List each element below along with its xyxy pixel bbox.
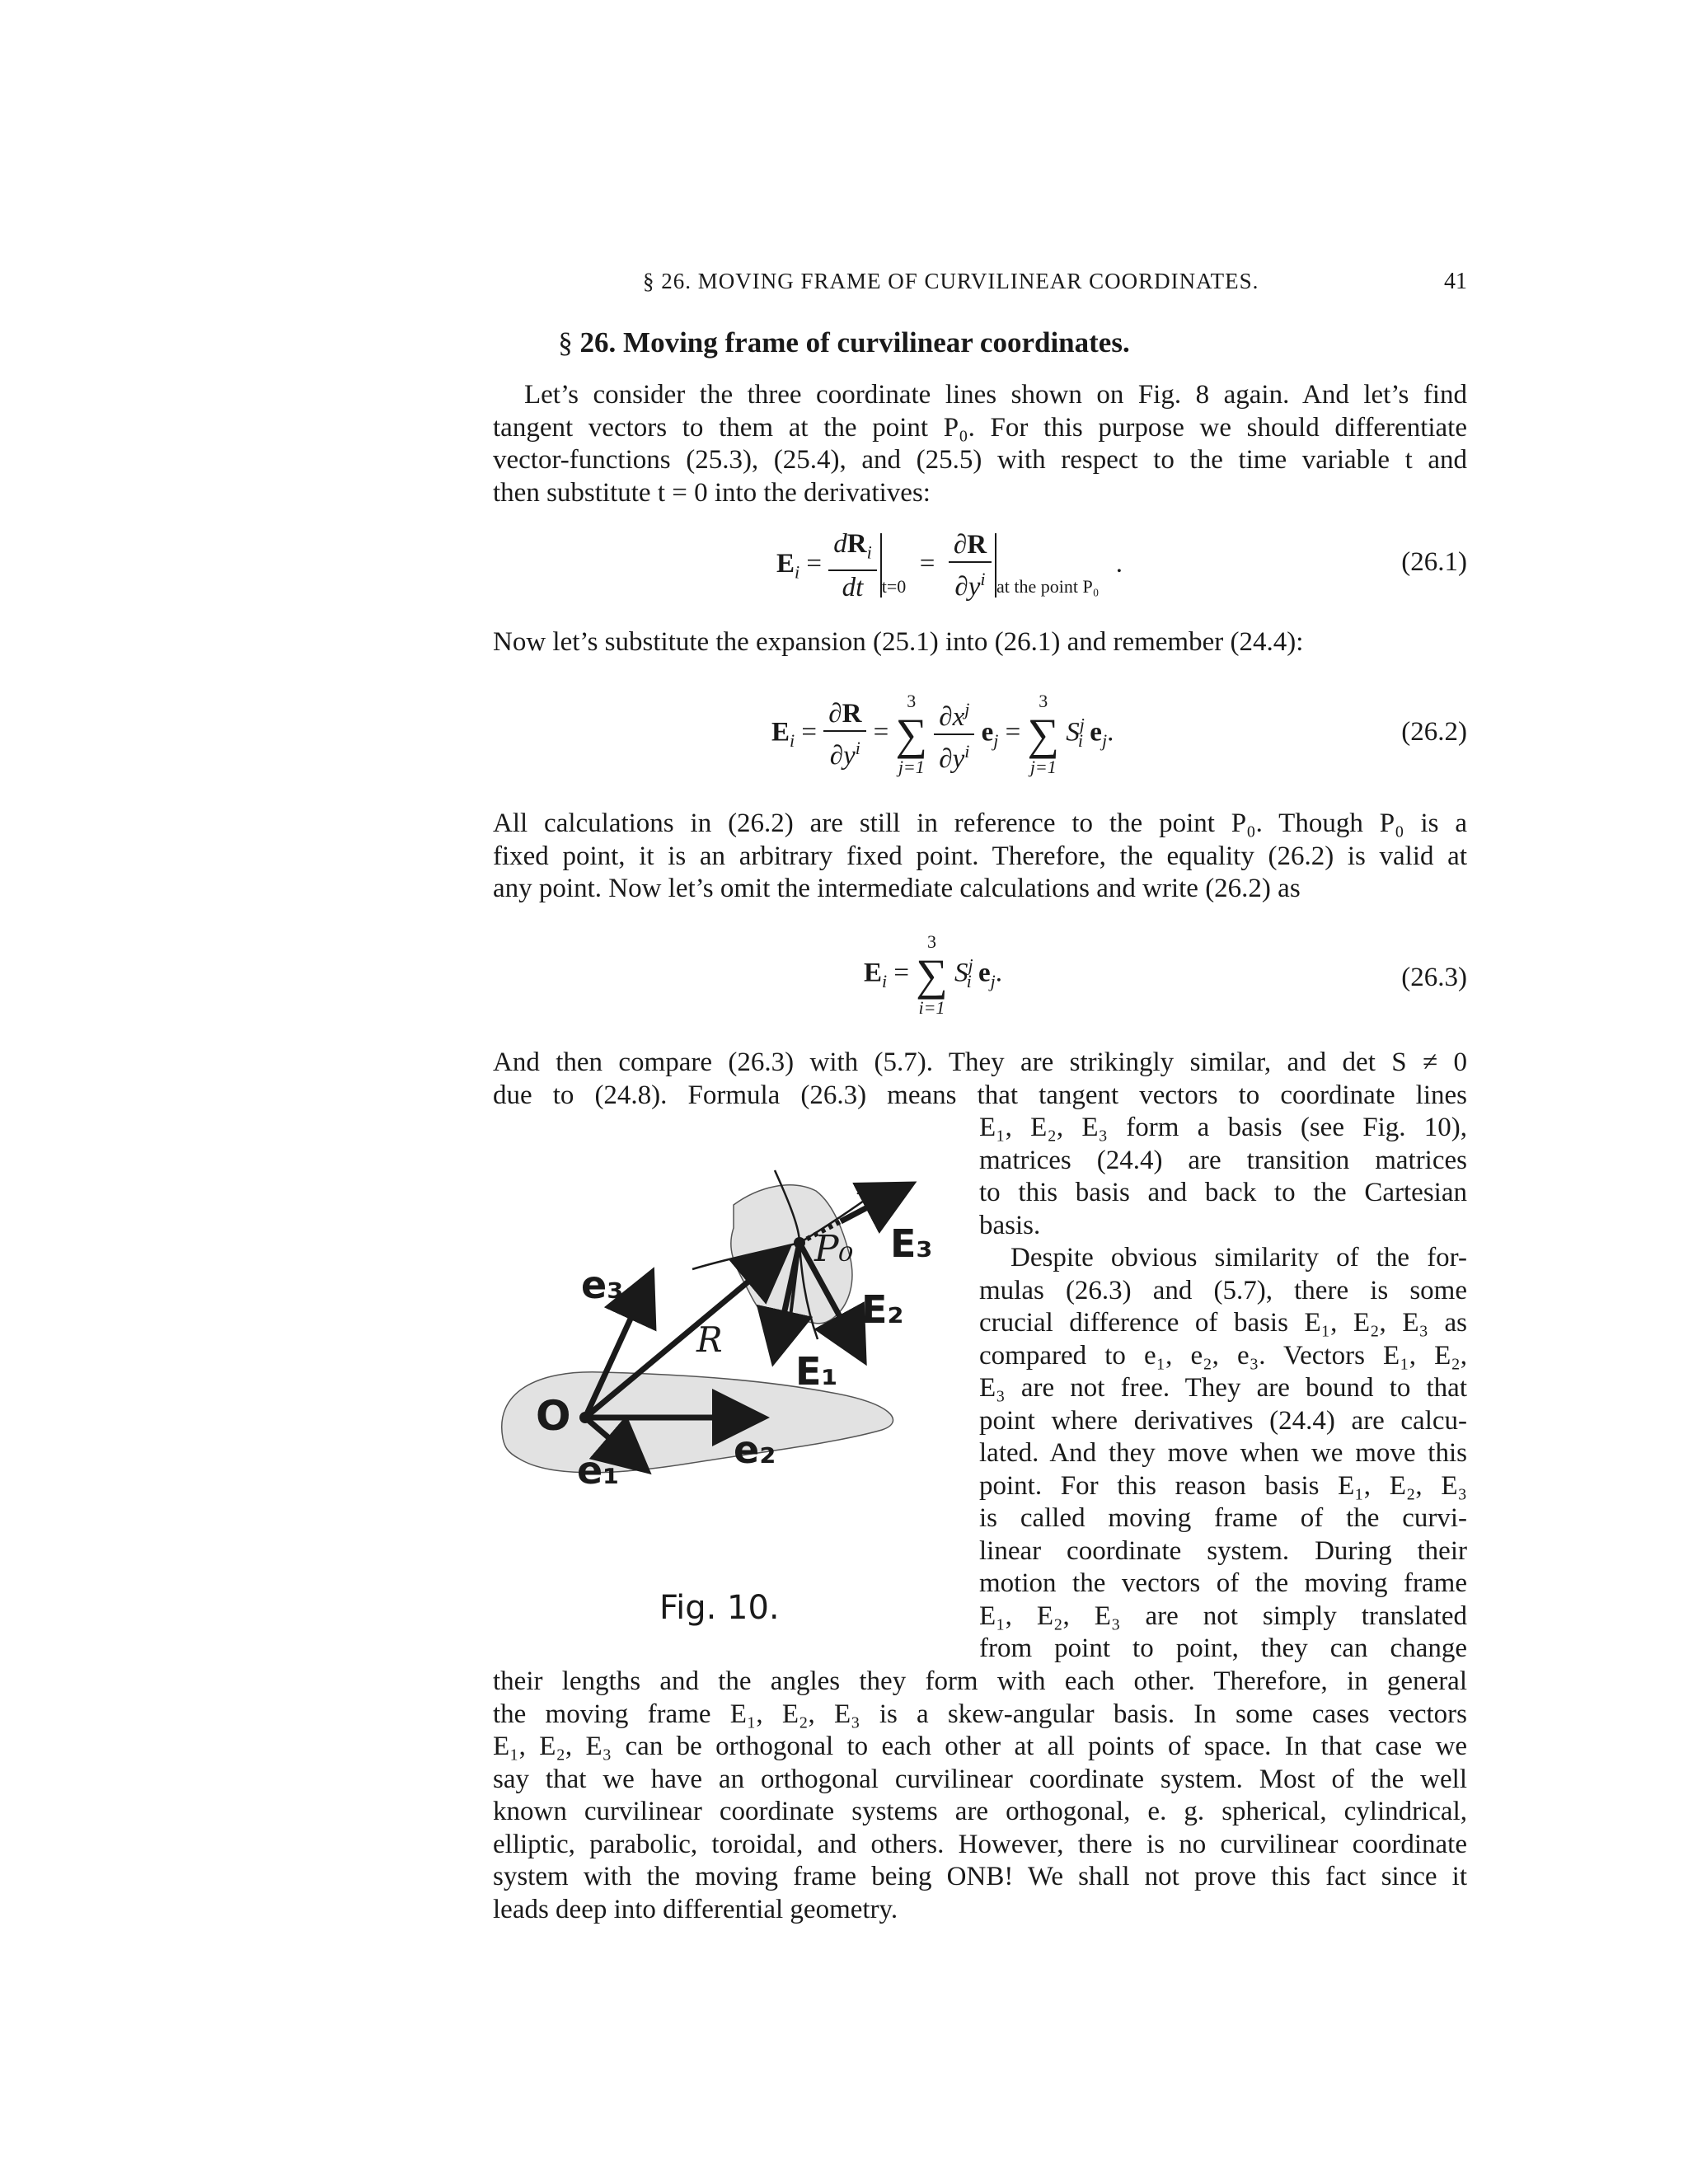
sum-upper-limit: 3 (907, 691, 917, 711)
paragraph-2 (493, 626, 1467, 659)
section-title-text: 26. Moving frame of curvilinear coordinates. (579, 326, 1130, 359)
sum-lower-limit: j=1 (1029, 757, 1057, 777)
wrap-line: mulas (26.3) and (5.7), there is some (979, 1275, 1467, 1305)
wrap-line: motion the vectors of the moving frame (979, 1568, 1467, 1598)
wrap-line: linear coordinate system. During their (979, 1535, 1467, 1566)
label-P0: P₀ (814, 1228, 854, 1270)
eq1-t0: t=0 (881, 576, 907, 598)
wrap-line: point where derivatives (24.4) are calcu- (979, 1405, 1467, 1436)
eq1-at-point: at the point P₀ (996, 576, 1100, 598)
paragraph-line: system with the moving frame being ONB! We shall not prove this fact since it (493, 1862, 1467, 1891)
paragraph-line: then substitute t = 0 into the derivatives: (493, 477, 931, 508)
page-number: 41 (1444, 269, 1467, 294)
wrap-line: basis. (979, 1210, 1041, 1240)
label-origin: O (536, 1392, 571, 1440)
equation-number-26-1: (26.1) (1401, 547, 1467, 577)
label-E2: E₂ (861, 1287, 904, 1332)
wrap-line: is called moving frame of the curvi- (979, 1503, 1467, 1533)
wrapped-text-column (979, 1112, 1467, 1666)
origin-point (579, 1412, 591, 1423)
paragraph-line: their lengths and the angles they form with each other. Therefore, in general (493, 1666, 1467, 1696)
figure-10-diagram (486, 1146, 964, 1525)
label-e3: e₃ (581, 1263, 624, 1307)
label-R: R (696, 1319, 723, 1360)
wrap-line: matrices (24.4) are transition matrices (979, 1145, 1467, 1175)
figure-caption: Fig. 10. (659, 1589, 780, 1627)
label-e1: e₁ (577, 1448, 620, 1493)
sum-upper-limit: 3 (927, 931, 937, 952)
equation-26-1: $E_i$ = $\frac{dR_i}{dt}$ $_{t=0}$ = $\frac{\partial R}{\partial y^i}$ $_{at the point P_0}$ . (776, 529, 1123, 602)
paragraph-line: elliptic, parabolic, toroidal, and others. However, there is no curvilinear coordinate (493, 1829, 1467, 1859)
P0-point (794, 1237, 805, 1249)
paragraph-4 (493, 1047, 1467, 1112)
paragraph-line: any point. Now let’s omit the intermediate calculations and write (26.2) as (493, 874, 1301, 903)
running-head: § 26. MOVING FRAME OF CURVILINEAR COORDINATES. (643, 269, 1259, 293)
paragraph-line: leads deep into differential geometry. (493, 1894, 898, 1924)
label-E1: E₁ (795, 1349, 838, 1394)
paragraph-3 (493, 808, 1467, 906)
equation-26-2: $E_i$ = $\frac{\partial R}{\partial y^i}$ = 3 ∑ j=1 $\frac{\partial x^j}{\partial y^i}$ $e_j$ = 3 ∑ j=1 $S^j_i$ $e_j$. (771, 689, 1114, 780)
paragraph-line: vector-functions (25.3), (25.4), and (25.5) with respect to the time variable t and (493, 445, 1467, 475)
paragraph-line: All calculations in (26.2) are still in reference to the point P₀. Though P₀ is a (493, 808, 1467, 838)
wrap-line: from point to point, they can change (979, 1633, 1467, 1663)
paragraph-line: due to (24.8). Formula (26.3) means that tangent vectors to coordinate lines (493, 1080, 1467, 1110)
paragraph-line: And then compare (26.3) with (5.7). They are strikingly similar, and det S ≠ 0 (493, 1047, 1467, 1077)
paragraph-line: tangent vectors to them at the point P₀. For this purpose we should differentiate (493, 412, 1467, 443)
paragraph-5 (493, 1666, 1467, 1926)
paragraph-line: say that we have an orthogonal curvilinear coordinate system. Most of the well (493, 1764, 1467, 1794)
wrap-line: E₃ are not free. They are bound to that (979, 1373, 1467, 1403)
section-title (0, 326, 1688, 359)
paragraph-text: Now let’s substitute the expansion (25.1) into (26.1) and remember (24.4): (493, 627, 1304, 657)
wrap-line: lated. And they move when we move this (979, 1438, 1467, 1468)
label-e2: e₂ (734, 1427, 776, 1472)
section-symbol: § (558, 326, 573, 359)
wrap-line: compared to e₁, e₂, e₃. Vectors E₁, E₂, (979, 1340, 1467, 1371)
wrap-line: crucial difference of basis E₁, E₂, E₃ as (979, 1308, 1467, 1338)
E3-vector (841, 1187, 907, 1221)
wrap-line: E₁, E₂, E₃ form a basis (see Fig. 10), (979, 1113, 1467, 1142)
paragraph-line: the moving frame E₁, E₂, E₃ is a skew-angular basis. In some cases vectors (493, 1699, 1467, 1729)
equation-number-26-3: (26.3) (1401, 963, 1467, 992)
wrap-line: Despite obvious similarity of the for- (1010, 1243, 1467, 1272)
equation-26-3: $E_i$ = 3 ∑ i=1 $S^j_i$ $e_j$. (864, 930, 1002, 1020)
sum-upper-limit: 3 (1039, 691, 1048, 711)
equation-number-26-2: (26.2) (1401, 717, 1467, 747)
paragraph-line: E₁, E₂, E₃ can be orthogonal to each other at all points of space. In that case we (493, 1732, 1467, 1761)
paragraph-1 (493, 379, 1467, 509)
paragraph-line: known curvilinear coordinate systems are orthogonal, e. g. spherical, cylindrical, (493, 1797, 1467, 1826)
paragraph-line: fixed point, it is an arbitrary fixed point. Therefore, the equality (26.2) is valid at (493, 841, 1467, 871)
sum-lower-limit: i=1 (918, 997, 945, 1018)
wrap-line: E₁, E₂, E₃ are not simply translated (979, 1601, 1467, 1631)
wrap-line: point. For this reason basis E₁, E₂, E₃ (979, 1470, 1467, 1501)
wrap-line: to this basis and back to the Cartesian (979, 1178, 1467, 1207)
label-E3: E₃ (890, 1221, 933, 1266)
sum-lower-limit: j=1 (898, 757, 925, 777)
paragraph-line: Let’s consider the three coordinate lines shown on Fig. 8 again. And let’s find (524, 380, 1467, 410)
